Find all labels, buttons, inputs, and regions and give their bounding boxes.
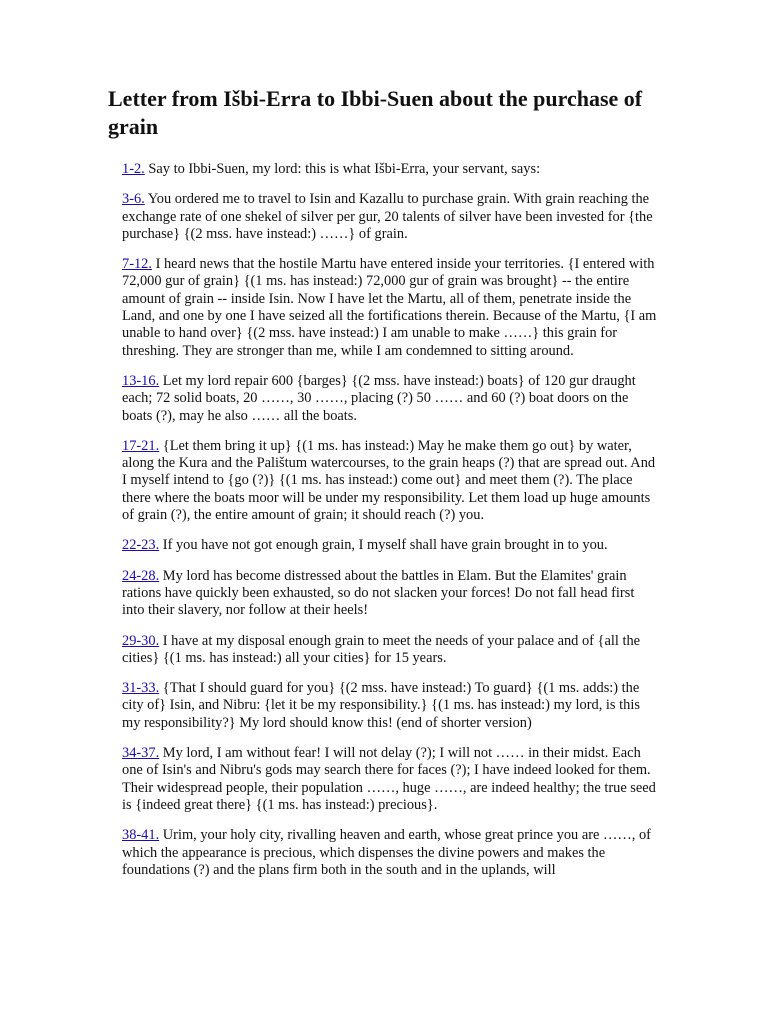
paragraph-text: Urim, your holy city, rivalling heaven and earth, whose great prince you are ……, of which the appearance is precious, which dispenses the divine powers and makes the foundations (?) and the plans firm both in the south and in the uplands, will xyxy=(122,827,651,878)
paragraph-34-37 xyxy=(122,745,658,814)
paragraph-text: My lord, I am without fear! I will not delay (?); I will not …… in their midst. Each one of Isin's and Nibru's gods may search there for faces (?); I have indeed looked for them. Their widespread people, their population ……, huge ……, are indeed healthy; the true seed is {indeed great there} {(1 ms. has instead:) precious}. xyxy=(122,745,656,813)
paragraph-24-28 xyxy=(122,568,658,620)
paragraph-text: Let my lord repair 600 {barges} {(2 mss. have instead:) boats} of 120 gur draught each; 72 solid boats, 20 ……, 30 ……, placing (?) 50 …… and 60 (?) boat doors on the boats (?), may he also …… all the boats. xyxy=(122,372,636,424)
paragraph-7-12 xyxy=(122,256,658,360)
paragraph-text: {Let them bring it up} {(1 ms. has instead:) May he make them go out} by water, along the Kura and the Palištum watercourses, to the grain heaps (?) that are spread out. And I myself intend to {go (?)} {(1 ms. has instead:) come out} and meet them (?). The place there where the boats moor will be under my responsibility. Let them load up huge amounts of grain (?), the entire amount of grain; it should reach (?) you. xyxy=(122,437,656,524)
paragraph-text: Say to Ibbi-Suen, my lord: this is what Išbi-Erra, your servant, says: xyxy=(148,161,541,177)
line-link-7-12[interactable]: 7-12. xyxy=(122,256,152,273)
paragraph-1-2 xyxy=(122,161,658,178)
document-title: Letter from Išbi-Erra to Ibbi-Suen about the purchase of grain xyxy=(108,86,643,139)
paragraph-text: You ordered me to travel to Isin and Kazallu to purchase grain. With grain reaching the exchange rate of one shekel of silver per gur, 20 talents of silver have been invested for {the purchase} {(2 mss. have instead:) ……} of grain. xyxy=(122,191,653,242)
line-link-3-6[interactable]: 3-6. xyxy=(122,191,145,208)
paragraph-13-16 xyxy=(122,373,658,425)
paragraph-text: If you have not got enough grain, I myself shall have grain brought in to you. xyxy=(162,537,608,554)
line-link-22-23[interactable]: 22-23. xyxy=(122,537,160,554)
paragraph-text: {That I should guard for you} {(2 mss. have instead:) To guard} {(1 ms. adds:) the city of} Isin, and Nibru: {let it be my responsibility.} {(1 ms. has instead:) my lord, is this my responsibility?} My lord should know this! (end of shorter version) xyxy=(122,680,640,731)
line-link-31-33[interactable]: 31-33. xyxy=(122,680,160,697)
line-link-1-2[interactable]: 1-2. xyxy=(122,161,145,177)
paragraph-3-6 xyxy=(122,191,658,243)
line-link-34-37[interactable]: 34-37. xyxy=(122,745,160,762)
paragraph-22-23 xyxy=(122,537,658,554)
paragraph-text: I have at my disposal enough grain to meet the needs of your palace and of {all the cities} {(1 ms. has instead:) all your cities} for 15 years. xyxy=(122,632,641,666)
paragraph-29-30 xyxy=(122,633,658,668)
paragraph-text: I heard news that the hostile Martu have entered inside your territories. {I entered with 72,000 gur of grain} {(1 ms. has instead:) 72,000 gur of grain was brought} -- the entire amount of grain -- inside Isin. Now I have let the Martu, all of them, penetrate inside the Land, and one by one I have seized all the fortifications therein. Because of the Martu, {I am unable to hand over} {(2 mss. have instead:) I am unable to make ……} this grain for threshing. They are stronger than me, while I am condemned to sitting around. xyxy=(122,256,657,359)
line-link-17-21[interactable]: 17-21. xyxy=(122,437,160,454)
paragraph-text: My lord has become distressed about the battles in Elam. But the Elamites' grain rations have quickly been exhausted, so do not slacken your forces! Do not fall head first into their slavery, nor follow at their heels! xyxy=(122,567,635,619)
paragraph-38-41 xyxy=(122,827,658,879)
line-link-29-30[interactable]: 29-30. xyxy=(122,632,160,649)
paragraph-31-33 xyxy=(122,680,658,732)
paragraph-17-21 xyxy=(122,438,658,524)
line-link-13-16[interactable]: 13-16. xyxy=(122,372,160,389)
line-link-24-28[interactable]: 24-28. xyxy=(122,567,160,584)
line-link-38-41[interactable]: 38-41. xyxy=(122,827,160,844)
